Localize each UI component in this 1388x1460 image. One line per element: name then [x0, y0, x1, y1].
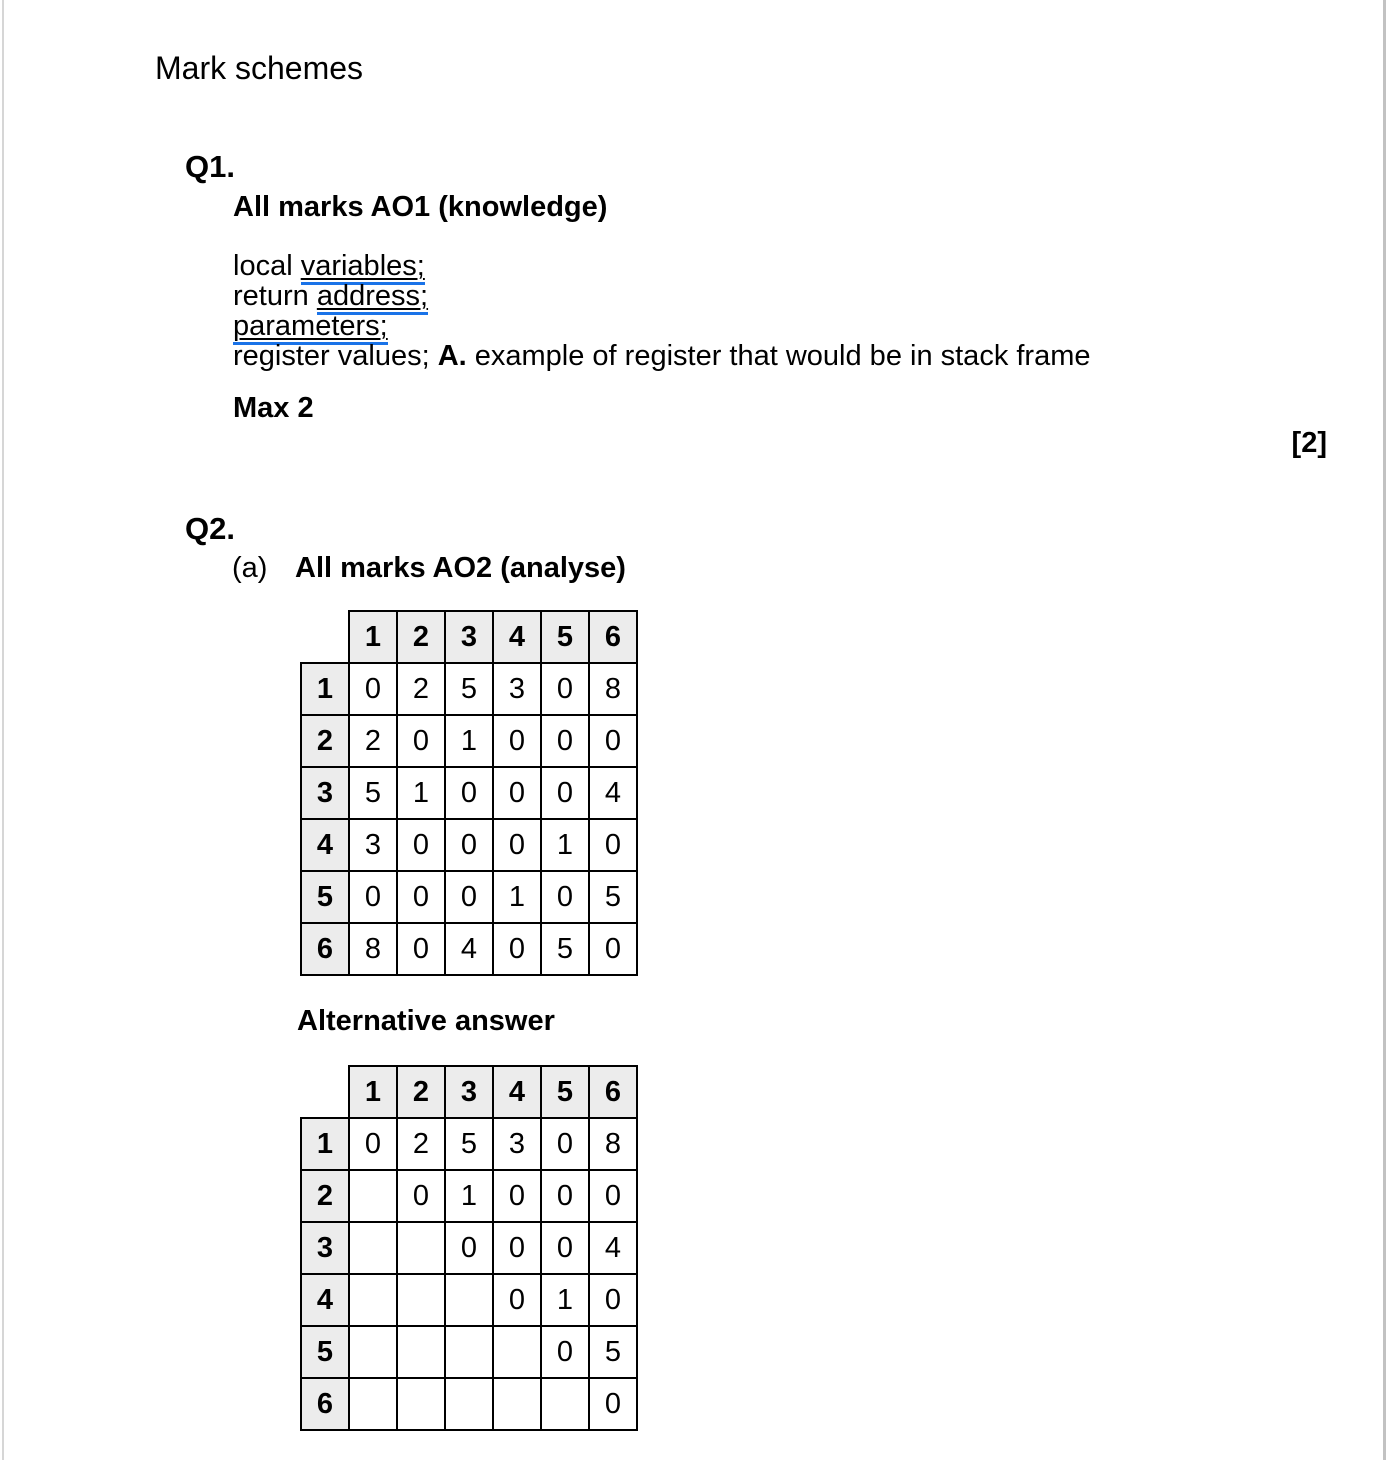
row-header: 2: [301, 1170, 349, 1222]
underlined-term: address;: [317, 280, 428, 315]
table-row: [301, 1274, 637, 1326]
table-cell: 0: [493, 1274, 541, 1326]
table-cell: 0: [493, 819, 541, 871]
marks-badge: [2]: [1291, 427, 1327, 459]
table-cell: 4: [589, 767, 637, 819]
col-header: 1: [349, 1066, 397, 1118]
table-cell: 1: [541, 1274, 589, 1326]
row-header: 3: [301, 767, 349, 819]
underlined-term: variables;: [301, 250, 425, 285]
table-cell: 0: [349, 1118, 397, 1170]
table-cell: 3: [349, 819, 397, 871]
table-cell: 0: [349, 663, 397, 715]
table-cell: 0: [397, 871, 445, 923]
table-cell: 5: [541, 923, 589, 975]
line-text: example of register that would be in stack frame: [466, 340, 1091, 372]
table-cell: [445, 1274, 493, 1326]
table-cell: 0: [397, 1170, 445, 1222]
row-header: 5: [301, 871, 349, 923]
corner-cell: [301, 611, 349, 663]
table-cell: 3: [493, 663, 541, 715]
table-cell: [445, 1378, 493, 1430]
underlined-term: parameters;: [233, 310, 388, 345]
table-cell: 0: [397, 923, 445, 975]
col-header: 2: [397, 1066, 445, 1118]
table-row: [301, 871, 637, 923]
table-cell: 5: [445, 663, 493, 715]
line-prefix: return: [233, 280, 317, 312]
table-row: [301, 663, 637, 715]
col-header: 6: [589, 611, 637, 663]
table-cell: 5: [445, 1118, 493, 1170]
table-cell: 0: [589, 923, 637, 975]
table-cell: 0: [589, 715, 637, 767]
corner-cell: [301, 1066, 349, 1118]
table-cell: 1: [397, 767, 445, 819]
table-cell: 1: [493, 871, 541, 923]
col-header: 3: [445, 1066, 493, 1118]
row-header: 6: [301, 923, 349, 975]
table-cell: 0: [349, 871, 397, 923]
adjacency-matrix-table: [300, 610, 638, 976]
table-cell: 5: [349, 767, 397, 819]
table-cell: 0: [397, 819, 445, 871]
table-row: [301, 819, 637, 871]
table-cell: [397, 1378, 445, 1430]
table-cell: 0: [541, 1170, 589, 1222]
line-prefix: local: [233, 250, 301, 282]
table-row: [301, 1378, 637, 1430]
table-cell: [493, 1326, 541, 1378]
table-cell: 8: [349, 923, 397, 975]
col-header: 6: [589, 1066, 637, 1118]
accept-marker: A.: [437, 340, 467, 372]
table-row: [301, 1170, 637, 1222]
col-header: 1: [349, 611, 397, 663]
table-cell: 0: [445, 819, 493, 871]
table-header-row: [301, 1066, 637, 1118]
table-cell: [397, 1326, 445, 1378]
table-cell: 0: [589, 819, 637, 871]
alternative-matrix-table: [300, 1065, 638, 1431]
table-cell: 0: [589, 1274, 637, 1326]
table-cell: 0: [445, 1222, 493, 1274]
table-cell: 0: [445, 871, 493, 923]
table-cell: 1: [541, 819, 589, 871]
table-cell: 3: [493, 1118, 541, 1170]
table-cell: [493, 1378, 541, 1430]
q2a-heading: All marks AO2 (analyse): [295, 552, 626, 584]
table-cell: [349, 1222, 397, 1274]
page-border-right: [1383, 0, 1386, 1460]
col-header: 4: [493, 1066, 541, 1118]
table-row: [301, 1118, 637, 1170]
table-cell: [349, 1378, 397, 1430]
table-cell: 0: [541, 1222, 589, 1274]
col-header: 2: [397, 611, 445, 663]
row-header: 5: [301, 1326, 349, 1378]
max-marks-label: Max 2: [233, 392, 314, 424]
table-row: [301, 767, 637, 819]
col-header: 3: [445, 611, 493, 663]
row-header: 4: [301, 1274, 349, 1326]
table-cell: 0: [445, 767, 493, 819]
answer-line: [233, 281, 1091, 311]
table-cell: 0: [493, 767, 541, 819]
table-cell: 0: [589, 1378, 637, 1430]
table-cell: 0: [397, 715, 445, 767]
table-cell: 1: [445, 715, 493, 767]
table-cell: [349, 1274, 397, 1326]
table-cell: [397, 1222, 445, 1274]
table-row: [301, 1326, 637, 1378]
q1-answer-lines: [233, 251, 1091, 371]
q1-heading: All marks AO1 (knowledge): [233, 191, 608, 223]
table-cell: [349, 1326, 397, 1378]
question-2-label: Q2.: [185, 511, 235, 546]
table-cell: 0: [541, 1118, 589, 1170]
row-header: 6: [301, 1378, 349, 1430]
answer-line: [233, 311, 1091, 341]
table-cell: 0: [493, 923, 541, 975]
table-cell: 4: [589, 1222, 637, 1274]
table-cell: 2: [349, 715, 397, 767]
row-header: 1: [301, 663, 349, 715]
table-cell: 0: [493, 715, 541, 767]
col-header: 5: [541, 611, 589, 663]
table-cell: [445, 1326, 493, 1378]
question-1-label: Q1.: [185, 149, 235, 184]
table-cell: 0: [541, 663, 589, 715]
table-cell: 8: [589, 1118, 637, 1170]
table-cell: 0: [589, 1170, 637, 1222]
table-cell: 0: [541, 767, 589, 819]
col-header: 5: [541, 1066, 589, 1118]
table-cell: [349, 1170, 397, 1222]
answer-line: [233, 251, 1091, 281]
row-header: 3: [301, 1222, 349, 1274]
table-header-row: [301, 611, 637, 663]
table-cell: 2: [397, 1118, 445, 1170]
alternative-answer-heading: Alternative answer: [297, 1005, 555, 1037]
row-header: 4: [301, 819, 349, 871]
table-row: [301, 923, 637, 975]
page-border-left: [2, 0, 4, 1460]
table-cell: 5: [589, 871, 637, 923]
table-cell: 0: [541, 871, 589, 923]
table-cell: 0: [493, 1222, 541, 1274]
table-cell: 0: [493, 1170, 541, 1222]
table-cell: 4: [445, 923, 493, 975]
row-header: 2: [301, 715, 349, 767]
table-cell: 8: [589, 663, 637, 715]
table-cell: 1: [445, 1170, 493, 1222]
table-row: [301, 715, 637, 767]
row-header: 1: [301, 1118, 349, 1170]
answer-line: [233, 341, 1091, 371]
table-cell: 0: [541, 1326, 589, 1378]
table-cell: 2: [397, 663, 445, 715]
table-cell: [541, 1378, 589, 1430]
page-title: Mark schemes: [155, 50, 364, 86]
q2-part-a-label: (a): [232, 552, 268, 584]
table-row: [301, 1222, 637, 1274]
table-cell: 0: [541, 715, 589, 767]
table-cell: [397, 1274, 445, 1326]
table-cell: 5: [589, 1326, 637, 1378]
line-text: register values;: [233, 340, 438, 372]
col-header: 4: [493, 611, 541, 663]
